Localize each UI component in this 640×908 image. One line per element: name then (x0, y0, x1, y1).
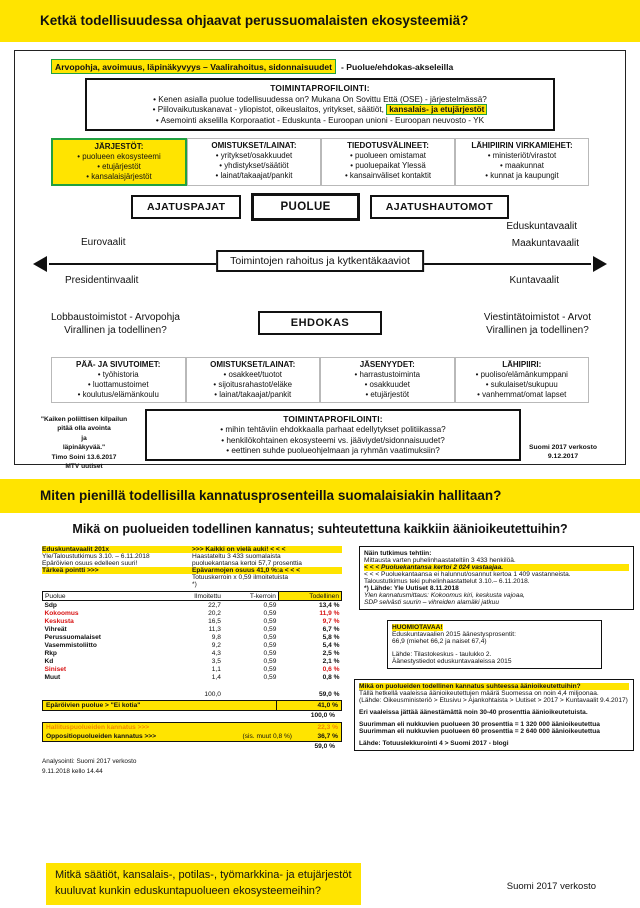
lobby-left-text (51, 311, 180, 338)
poll-row-1-v: puoluekantansa kertoi 57,7 prosenttia (192, 560, 302, 567)
upper-col-2-item-2: • kansainväliset kontaktit (344, 170, 432, 180)
party-7-kerroin: 0,59 (263, 657, 277, 665)
party-support-table (42, 591, 342, 698)
spacer-cell (43, 681, 168, 690)
party-1-kerroin: 0,59 (263, 609, 277, 617)
upper-column-omistukset (187, 138, 321, 186)
lower-column-jasenyydet (320, 357, 455, 403)
sum-spacer (43, 690, 168, 698)
lower-col-3-item-2: • vanhemmat/omat lapset (477, 389, 567, 399)
upper-column-tiedotusvalineet (321, 138, 455, 186)
party-2-todellinen: 9,7 % (322, 617, 340, 625)
upper-col-3-head: LÄHIPIIRIN VIRKAMIEHET: (471, 140, 573, 150)
section1-banner (0, 0, 640, 42)
support-line-5: Suurimman eli nukkuvien puolueen 30 prosenttia = 1 320 000 äänioikeutettua (359, 721, 600, 728)
support-line-3: Eri vaaleissa jättää äänestämättä noin 30-40 prosenttia äänioikeutetuista. (359, 709, 588, 716)
profiling-box-bottom (145, 409, 521, 462)
undecided-label: Epäröivien puolue > "Ei kotia" (46, 702, 141, 709)
party-8-todellinen: 0,6 % (322, 665, 340, 673)
lobby-left-line2: Virallinen ja todellinen? (64, 325, 167, 336)
poll-sub-row-1 (42, 574, 342, 581)
party-1-ilmoitettu: 20,2 (208, 609, 221, 617)
party-9-ilmoitettu: 1,4 (211, 673, 221, 681)
total-after-undecided: 100,0 % (310, 712, 335, 719)
party-9-name: Muut (44, 673, 61, 681)
upper-col-1-head: OMISTUKSET/LAINAT: (211, 140, 297, 150)
section2-subhead: Mikä on puolueiden todellinen kannatus; suhteutettuna kaikkiin äänioikeutettuihin? (72, 522, 568, 536)
sum-kerroin-blank (223, 690, 278, 698)
opposition-support-bar (42, 732, 342, 742)
note-line-1: 66,9 (miehet 66,2 ja naiset 67,4) (392, 638, 487, 645)
upper-column-virkamiehet (455, 138, 589, 186)
spacer-cell (278, 681, 341, 690)
axis-label-eurovaalit: Eurovaalit (81, 236, 126, 248)
col-head-puolue: Puolue (43, 592, 168, 601)
opposition-support-note: (sis. muut 0,8 %) (242, 733, 292, 740)
lower-col-0-item-1: • luottamustoimet (87, 379, 149, 389)
upper-col-2-item-1: • puoluepaikat Ylessä (350, 160, 426, 170)
values-rest-label: - Puolue/ehdokas-akseleilla (341, 61, 454, 72)
party-0-kerroin: 0,59 (263, 601, 277, 609)
support-title: Mikä on puolueiden todellinen kannatus suhteessa äänioikeutettuihin? (359, 683, 629, 690)
support-line-8: Lähde: Totuuslekkurointi 4 > Suomi 2017 - blogi (359, 740, 509, 747)
quote-line-3: ja (81, 434, 87, 442)
quote-line-6: MTV uutiset (65, 463, 103, 471)
party-8-ilmoitettu: 1,1 (211, 665, 221, 673)
party-0-ilmoitettu: 22,7 (208, 601, 221, 609)
party-table-head (43, 592, 342, 601)
poll-row-0 (42, 553, 342, 560)
upper-col-1-item-2: • lainat/takaajat/pankit (215, 170, 293, 180)
values-row (51, 59, 617, 74)
poll-row-1-k: Epäröivien osuus edelleen suuri! (42, 560, 138, 567)
party-9-kerroin: 0,59 (263, 673, 277, 681)
credit-line-2: 9.12.2017 (547, 453, 579, 461)
upper-col-2-head: TIEDOTUSVÄLINEET: (347, 140, 429, 150)
opposition-support-label: Oppositiopuolueiden kannatus >>> (46, 733, 157, 740)
party-3-kerroin: 0,59 (263, 625, 277, 633)
party-6-name: Rkp (44, 649, 57, 657)
lower-col-1-item-0: • osakkeet/tuotot (223, 369, 282, 379)
lobby-left-line1: Lobbaustoimistot - Arvopohja (51, 311, 180, 323)
lower-col-1-item-2: • lainat/takaajat/pankit (214, 389, 292, 399)
undecided-bar (42, 700, 342, 711)
note-line-0: Eduskuntavaalien 2015 äänestysprosentit: (392, 631, 516, 638)
table-row (43, 641, 342, 649)
closing-question-line-2: kuuluvat kunkin eduskuntapuolueen ekosysteemeihin? (55, 884, 322, 897)
party-3-ilmoitettu: 11,3 (208, 625, 221, 633)
party-table-body (43, 601, 342, 699)
party-box: PUOLUE (251, 193, 359, 221)
think-tanks-left-box: AJATUSPAJAT (131, 195, 242, 219)
support-line-6: Suurimman eli nukkuvien puolueen 60 prosenttia = 2 640 000 äänioikeutettua (359, 728, 600, 735)
closing-question-line-1: Mitkä säätiöt, kansalais-, potilas-, työmarkkina- ja etujärjestöt (55, 869, 352, 881)
method-line-0: Mittausta varten puhelinhaastateltiin 3 433 henkilöä. (364, 557, 516, 564)
lower-col-1-head: OMISTUKSET/LAINAT: (210, 359, 296, 369)
method-title: Näin tutkimus tehtiin: (364, 550, 432, 557)
poll-sub-row-2 (42, 581, 342, 588)
soini-quote (25, 415, 143, 472)
party-2-ilmoitettu: 16,5 (208, 617, 221, 625)
values-highlight-label: Arvopohja, avoimuus, läpinäkyvyys – Vaalirahoitus, sidonnaisuudet (51, 59, 336, 74)
undecided-value: 41,0 % (276, 701, 341, 710)
section2-banner (0, 479, 640, 513)
profiling-top-item-1-text: • Piilovaikutuskanavat - yliopistot, oikeuslaitos, yritykset, säätiöt, (152, 105, 387, 114)
party-3-todellinen: 6,7 % (322, 625, 340, 633)
party-7-ilmoitettu: 3,5 (211, 657, 221, 665)
final-total: 59,0 % (314, 743, 335, 750)
note-line-4: Äänestystiedot eduskuntavaaleissa 2015 (392, 658, 512, 665)
spacer-cell (223, 681, 278, 690)
profiling-top-inline-highlight: kansalais- ja etujärjestöt (386, 104, 487, 115)
table-row (43, 633, 342, 641)
upper-column-jarjestot (51, 138, 187, 186)
support-line-0: Tällä hetkellä vaaleissa äänioikeutettujen määrä Suomessa on noin 4,4 miljoonaa. (359, 690, 599, 697)
support-data-block (14, 542, 626, 842)
party-2-name: Keskusta (44, 617, 74, 625)
party-5-ilmoitettu: 9,2 (211, 641, 221, 649)
poll-head-left: Eduskuntavaalit 201x (42, 546, 110, 553)
lower-column-lahipiiri (455, 357, 590, 403)
table-row (43, 673, 342, 681)
lower-columns (51, 357, 589, 403)
party-0-name: Sdp (44, 601, 57, 609)
method-line-4 (364, 585, 629, 592)
footer-source: Suomi 2017 verkosto (506, 881, 596, 892)
lower-col-2-item-1: • osakkuudet (364, 379, 410, 389)
upper-col-2-item-0: • puolueen omistamat (349, 150, 426, 160)
lower-column-toimet (51, 357, 186, 403)
axis-label-presidentinvaalit: Presidentinvaalit (65, 274, 139, 286)
upper-col-0-item-1: • etujärjestöt (97, 161, 141, 171)
upper-col-3-item-2: • kunnat ja kaupungit (485, 170, 559, 180)
party-9-todellinen: 0,8 % (322, 673, 340, 681)
method-line-5: Ylen kannatusmittaus: Kokoomus kiri, keskusta vajoaa, (364, 592, 525, 599)
poll-point-row (42, 567, 342, 574)
poll-row-1 (42, 560, 342, 567)
axis-label-maakuntavaalit: Maakuntavaalit (511, 237, 579, 249)
method-line-1: < < < Puoluekantansa kertoi 2 024 vastaajaa. (364, 564, 629, 571)
lobby-right-text (484, 311, 591, 338)
upper-col-0-item-2: • kansalaisjärjestöt (86, 171, 152, 181)
lobby-right-line2: Virallinen ja todellinen? (486, 325, 589, 336)
diagram-credit (513, 443, 613, 463)
method-box (359, 546, 634, 610)
analysis-line-2: 9.11.2018 kello 14.44 (42, 767, 103, 775)
poll-head-right: >>> Kaikki on vielä auki! < < < (192, 546, 286, 553)
party-6-todellinen: 2,5 % (322, 649, 340, 657)
upper-col-1-item-0: • yritykset/osakkuudet (215, 150, 293, 160)
poll-left-panel (42, 546, 342, 776)
note-title: HUOMIOTAVAA! (392, 624, 443, 631)
poll-point-label: Tärkeä pointti >>> (42, 567, 99, 574)
sum-row (43, 690, 342, 698)
upper-col-0-item-0: • puolueen ekosysteemi (77, 151, 161, 161)
lower-col-1-item-1: • sijoitusrahastot/eläke (213, 379, 293, 389)
lower-column-omistukset (186, 357, 321, 403)
profiling-top-item-0: • Kenen asialla puolue todellisuudessa on? Mukana On Sovittu Että (OSE) - järjestelmässä? (153, 94, 487, 104)
axis-arrow-right-icon (593, 256, 607, 272)
profiling-top-item-1 (91, 105, 549, 114)
quote-line-4: läpinäkyvää." (62, 444, 106, 452)
table-row (43, 625, 342, 633)
candidate-row (23, 309, 617, 343)
election-axis (23, 220, 617, 309)
profiling-bottom-title: TOIMINTAPROFILOINTI: (283, 413, 383, 424)
party-5-kerroin: 0,59 (263, 641, 277, 649)
quote-line-2: pitää olla avointa (57, 425, 111, 433)
lower-col-3-item-1: • sukulaiset/sukupuu (485, 379, 558, 389)
party-node-row (23, 193, 617, 221)
section1-banner-title: Ketkä todellisuudessa ohjaavat perussuomalaisten ekosysteemiä? (40, 12, 469, 28)
poll-sub-spacer-1 (42, 574, 192, 581)
party-4-ilmoitettu: 9,8 (211, 633, 221, 641)
profiling-bottom-item-0: • mihin tehtäviin ehdokkaalla parhaat edellytykset politiikassa? (220, 425, 446, 434)
party-4-kerroin: 0,59 (263, 633, 277, 641)
party-8-name: Siniset (44, 665, 67, 673)
government-support-bar (42, 722, 342, 732)
note-box (387, 620, 602, 669)
party-7-todellinen: 2,1 % (322, 657, 340, 665)
government-support-label: Hallituspuolueiden kannatus >>> (46, 724, 150, 731)
support-line-1: (Lähde: Oikeusministeriö > Etusivu > Ajankohtaista > Uutiset > 2017 > Kuntavaalit 9.4.2017) (359, 697, 628, 704)
spacer-cell (167, 681, 223, 690)
lower-col-0-item-2: • koulutus/elämänkoulu (77, 389, 159, 399)
opposition-support-value: 36,7 % (317, 733, 338, 740)
method-source-label: *) Lähde: Yle Uutiset 8.11.2018 (364, 585, 459, 592)
col-head-todellinen: Todellinen (278, 592, 341, 601)
poll-sub-2: *) (192, 581, 197, 588)
profiling-top-title: TOIMINTAPROFILOINTI: (270, 83, 370, 93)
method-line-6: SDP selvästi suurin – vihreiden alamäki jatkuu (364, 599, 499, 606)
lobby-right-line1: Viestintätoimistot - Arvot (483, 311, 591, 323)
candidate-box: EHDOKAS (258, 311, 382, 335)
profiling-bottom-item-2: • eettinen suhde puolueohjelmaan ja ryhmän vaatimuksiin? (226, 446, 440, 455)
table-row (43, 609, 342, 617)
party-5-name: Vasemmistoliitto (44, 641, 97, 649)
poll-row-0-v: Haastateltu 3 433 suomalaista (192, 553, 281, 560)
upper-columns (51, 138, 589, 186)
party-2-kerroin: 0,59 (263, 617, 277, 625)
table-row (43, 657, 342, 665)
lower-col-0-head: PÄÄ- JA SIVUTOIMET: (76, 359, 161, 369)
table-row (43, 601, 342, 610)
party-5-todellinen: 5,4 % (322, 641, 340, 649)
quote-line-1: "Kaiken poliittisen kilpailun (40, 415, 128, 423)
profiling-box-top (85, 78, 555, 131)
poll-row-0-k: Yle/Taloustutkimus 3.10. – 6.11.2018 (42, 553, 150, 560)
party-3-name: Vihreät (44, 625, 67, 633)
ecosystem-diagram (14, 50, 626, 471)
upper-col-0-head: JÄRJESTÖT: (94, 141, 144, 151)
poll-head-row (42, 546, 342, 553)
upper-col-3-item-1: • maakunnat (500, 160, 544, 170)
closing-question-box (46, 863, 361, 905)
profiling-top-item-2: • Asemointi akselilla Korporaatiot - Eduskunta - Euroopan unioni - Euroopan neuvosto - YK (155, 115, 485, 125)
profiling-bottom-item-1: • henkilökohtainen ekosysteemi vs. jääviydet/sidonnaisuudet? (221, 435, 445, 445)
analysis-footnote (42, 757, 342, 776)
poll-point-value: Epävarmojen osuus 41,0 %:a < < < (192, 567, 300, 574)
lower-col-3-head: LÄHIPIIRI: (502, 359, 542, 369)
section3-footer (0, 855, 640, 908)
note-line-3: Lähde: Tilastokeskus - taulukko 2. (392, 651, 492, 658)
support-context-box (354, 679, 634, 751)
sum-ilmoitettu: 100,0 (204, 690, 221, 698)
think-tanks-right-box: AJATUSHAUTOMOT (370, 195, 509, 219)
lower-col-0-item-0: • työhistoria (97, 369, 139, 379)
method-line-2: < < < Puoluekantaansa ei halunnut/osannut kertoa 1 409 vastanneista. (364, 571, 571, 578)
upper-col-1-item-1: • yhdistykset/säätiöt (219, 160, 289, 170)
quote-line-5: Timo Soini 13.6.2017 (51, 453, 117, 461)
table-spacer-row (43, 681, 342, 690)
party-0-todellinen: 13,4 % (318, 601, 340, 609)
funding-box: Toimintojen rahoitus ja kytkentäkaaviot (216, 250, 424, 272)
party-table-header-row (43, 592, 342, 601)
poll-right-panel (359, 546, 634, 751)
analysis-line-1: Analysointi: Suomi 2017 verkosto (42, 758, 137, 765)
axis-arrow-left-icon (33, 256, 47, 272)
party-8-kerroin: 0,59 (263, 665, 277, 673)
col-head-kerroin: T-kerroin (223, 592, 278, 601)
lower-col-2-item-0: • harrastustoiminta (354, 369, 420, 379)
party-1-todellinen: 11,9 % (319, 609, 340, 617)
lower-col-3-item-0: • puoliso/elämänkumppani (475, 369, 568, 379)
poll-sub-1: Totuuskerroin x 0,59 ilmoitetuista (192, 574, 289, 581)
table-row (43, 617, 342, 625)
table-row (43, 665, 342, 673)
sum-todellinen: 59,0 % (318, 690, 340, 698)
col-head-ilmoitettu: Ilmoitettu (167, 592, 223, 601)
party-1-name: Kokoomus (44, 609, 79, 617)
diagram-footer-zone (23, 409, 617, 471)
party-6-ilmoitettu: 4,3 (211, 649, 221, 657)
upper-col-3-item-0: • ministeriöt/virastot (487, 150, 557, 160)
axis-label-eduskuntavaalit: Eduskuntavaalit (506, 220, 577, 232)
section2-banner-title: Miten pienillä todellisilla kannatusprosenteilla suomalaisiakin hallitaan? (40, 487, 502, 503)
poll-sub-spacer-2 (42, 581, 192, 588)
party-6-kerroin: 0,59 (263, 649, 277, 657)
party-7-name: Kd (44, 657, 54, 665)
credit-line-1: Suomi 2017 verkosto (529, 443, 597, 451)
party-4-todellinen: 5,8 % (322, 633, 340, 641)
government-support-value: 22,3 % (317, 724, 338, 731)
table-row (43, 649, 342, 657)
candidate-box-wrap (258, 311, 382, 335)
party-4-name: Perussuomalaiset (44, 633, 101, 641)
method-line-3: Taloustutkimus teki puhelinhaastattelut 3.10.– 6.11.2018. (364, 578, 530, 585)
lower-col-2-item-2: • etujärjestöt (365, 389, 410, 399)
axis-label-kuntavaalit: Kuntavaalit (509, 274, 559, 286)
lower-col-2-head: JÄSENYYDET: (359, 359, 415, 369)
